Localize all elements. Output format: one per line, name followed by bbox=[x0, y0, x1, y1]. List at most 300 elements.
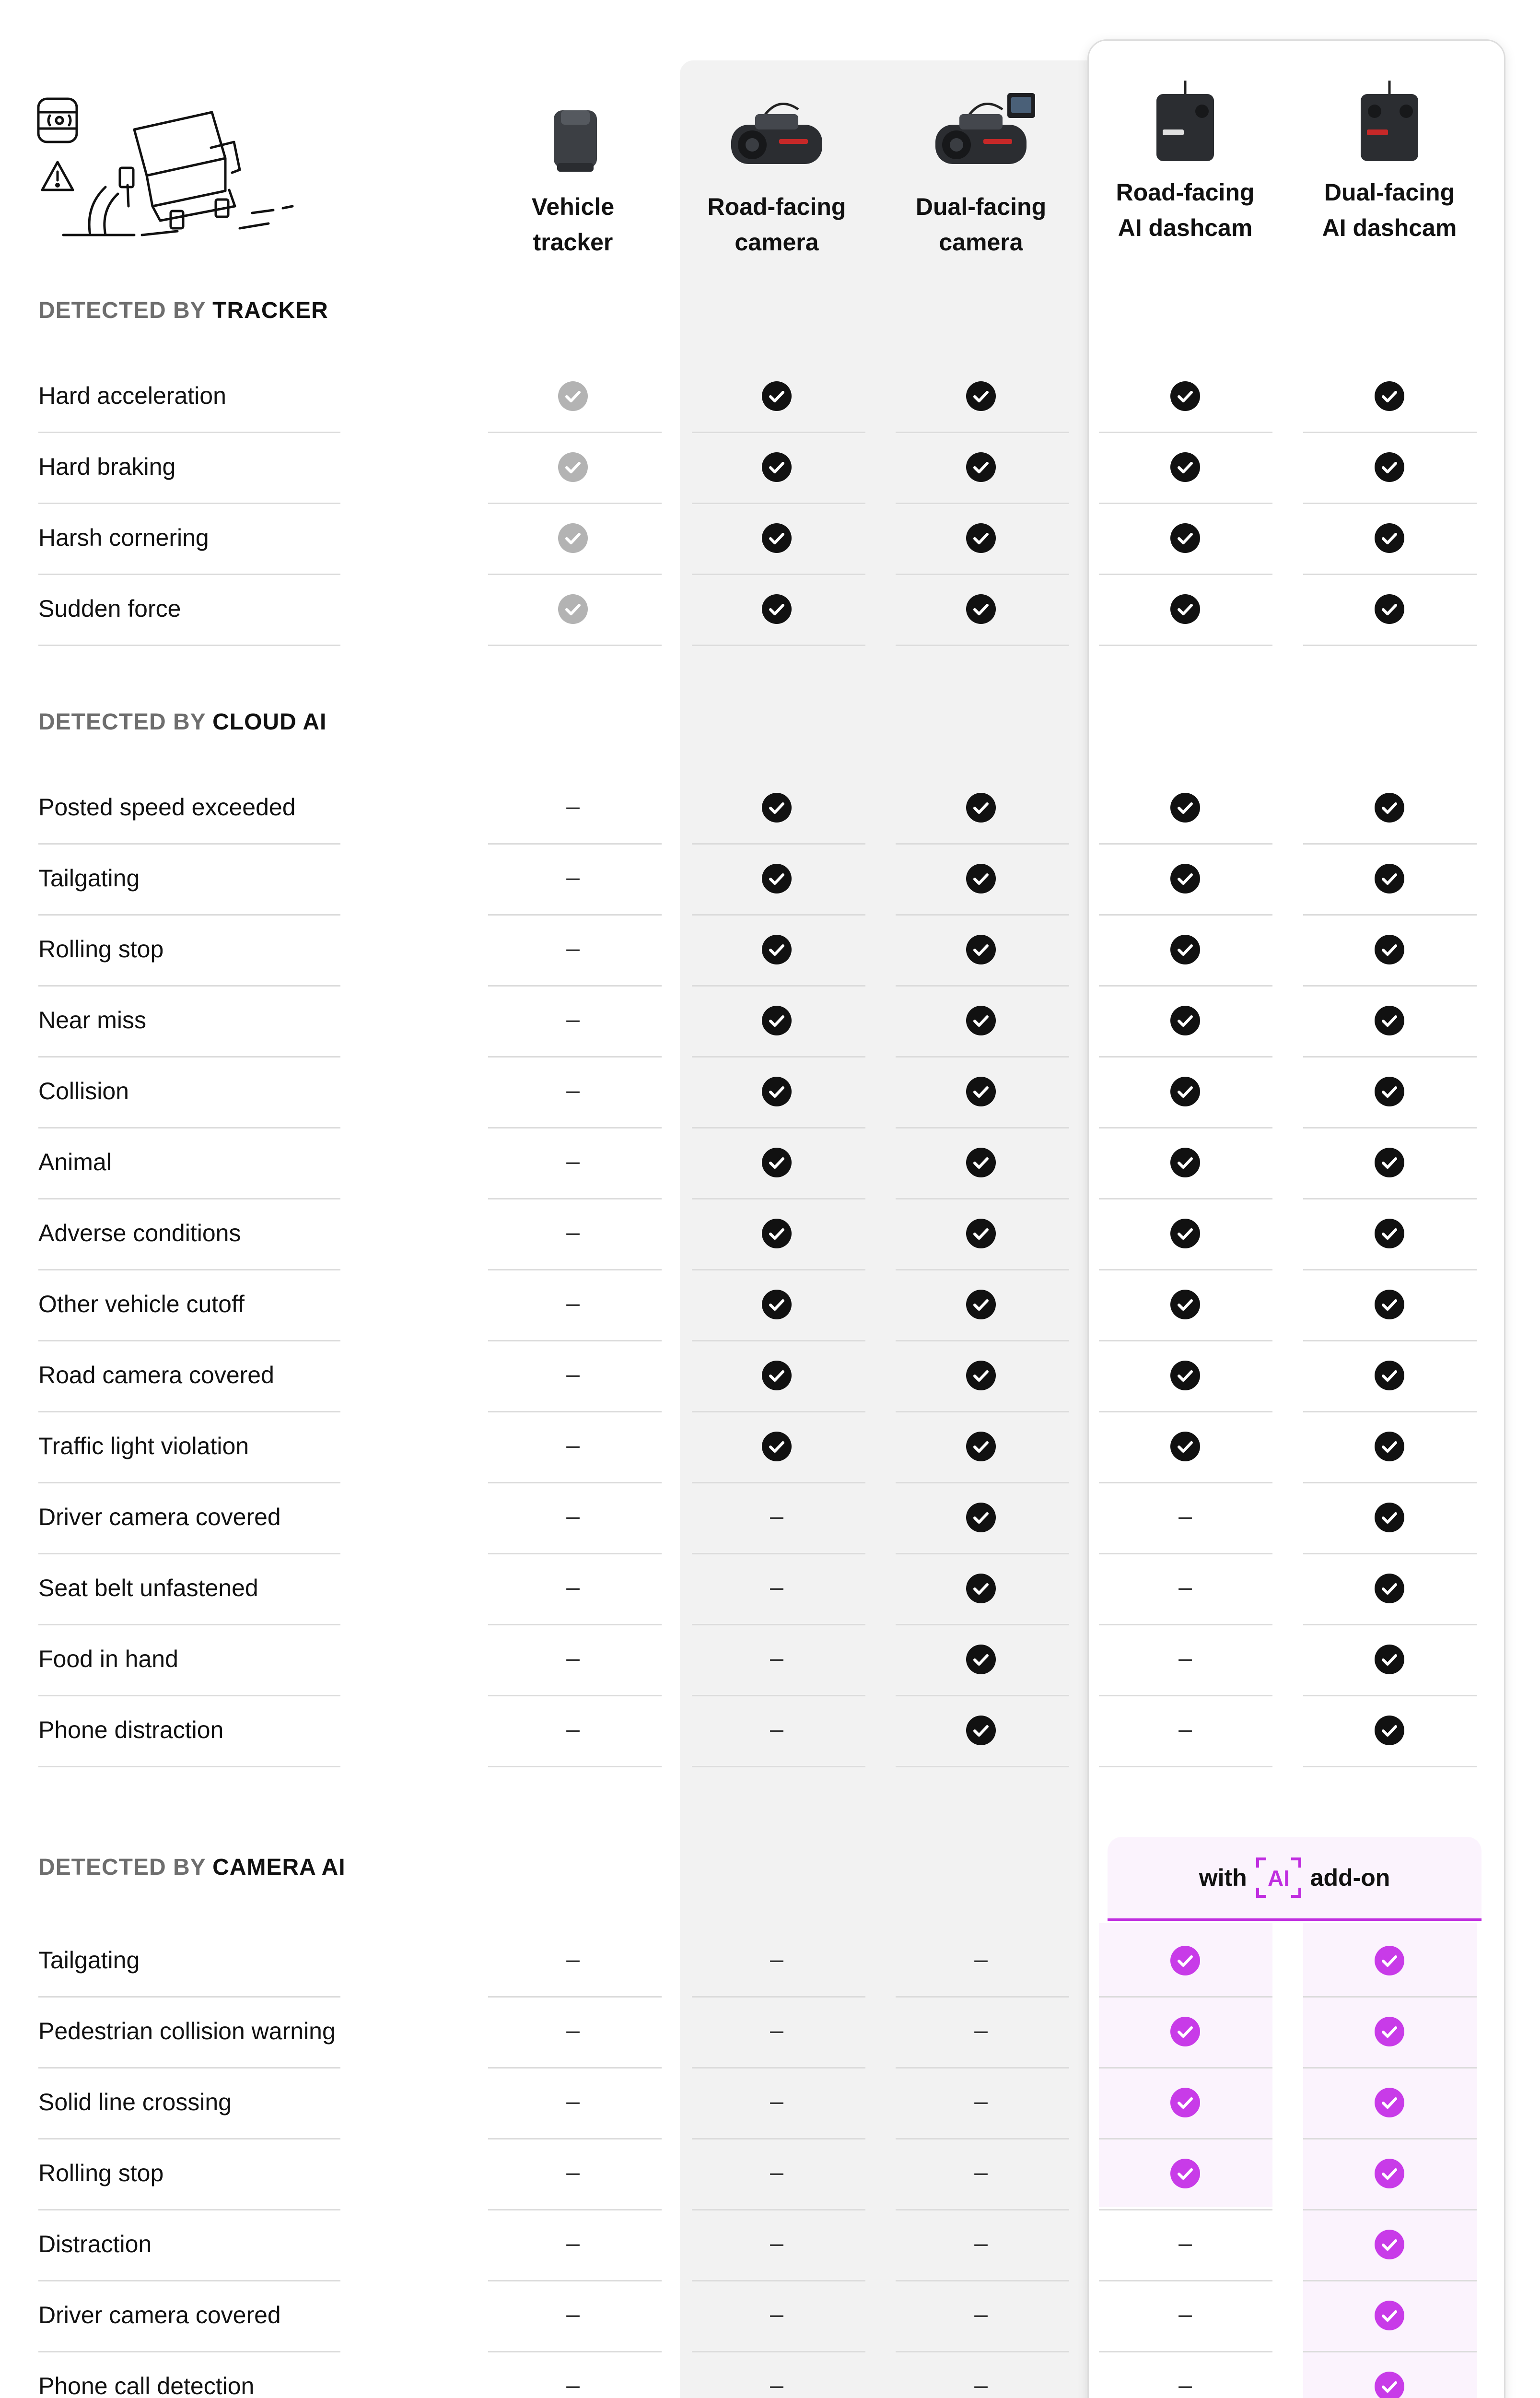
row-label: Hard braking bbox=[38, 453, 176, 480]
row-divider bbox=[1303, 2067, 1477, 2069]
vehicle-tracker-image bbox=[518, 91, 628, 177]
ai-check-icon bbox=[1170, 1945, 1201, 1978]
addon-text-after: add-on bbox=[1310, 1864, 1390, 1891]
row-divider bbox=[692, 574, 865, 575]
not-supported-dash: – bbox=[770, 1503, 783, 1530]
column-title-line1: Dual-facing bbox=[915, 193, 1047, 220]
row-divider bbox=[692, 1553, 865, 1554]
check-icon bbox=[761, 863, 792, 896]
not-supported-dash: – bbox=[1178, 2230, 1192, 2257]
row-divider bbox=[1303, 432, 1477, 433]
row-divider bbox=[488, 645, 662, 646]
not-supported-dash: – bbox=[566, 1006, 580, 1033]
check-icon bbox=[966, 1360, 996, 1393]
not-supported-dash: – bbox=[566, 1716, 580, 1743]
not-supported-dash: – bbox=[566, 793, 580, 820]
ai-check-icon bbox=[1374, 2016, 1405, 2049]
not-supported-dash: – bbox=[1178, 2301, 1192, 2328]
row-divider bbox=[896, 2138, 1069, 2139]
check-icon bbox=[966, 1644, 996, 1677]
row-label: Seat belt unfastened bbox=[38, 1575, 258, 1601]
row-label: Driver camera covered bbox=[38, 2302, 281, 2328]
check-icon bbox=[1374, 1644, 1405, 1677]
camera-columns-panel bbox=[680, 60, 1102, 2398]
row-divider bbox=[38, 1482, 340, 1483]
row-divider bbox=[38, 1340, 340, 1341]
row-divider bbox=[488, 914, 662, 916]
ai-check-icon bbox=[1374, 2229, 1405, 2262]
check-icon bbox=[1170, 1147, 1201, 1180]
check-icon bbox=[1170, 1218, 1201, 1251]
row-divider bbox=[1303, 1766, 1477, 1767]
row-label: Phone distraction bbox=[38, 1716, 224, 1743]
row-divider bbox=[38, 914, 340, 916]
not-supported-dash: – bbox=[770, 1716, 783, 1743]
row-divider bbox=[692, 1695, 865, 1696]
check-icon bbox=[1170, 594, 1201, 627]
column-title-line2: camera bbox=[939, 229, 1023, 256]
not-supported-dash: – bbox=[974, 2017, 988, 2044]
row-divider bbox=[1303, 2280, 1477, 2281]
not-supported-dash: – bbox=[974, 1946, 988, 1973]
check-icon bbox=[1374, 594, 1405, 627]
row-divider bbox=[896, 1553, 1069, 1554]
row-divider bbox=[692, 843, 865, 845]
row-label: Rolling stop bbox=[38, 2160, 164, 2186]
row-divider bbox=[896, 2280, 1069, 2281]
row-divider bbox=[1099, 1553, 1272, 1554]
row-divider bbox=[38, 2067, 340, 2069]
road-facing-camera-image bbox=[722, 91, 832, 177]
row-divider bbox=[896, 914, 1069, 916]
row-divider bbox=[38, 1695, 340, 1696]
dual-facing-ai-dashcam-image bbox=[1334, 77, 1445, 163]
not-supported-dash: – bbox=[770, 1946, 783, 1973]
row-label: Hard acceleration bbox=[38, 382, 226, 409]
row-divider bbox=[896, 574, 1069, 575]
not-supported-dash: – bbox=[974, 2159, 988, 2186]
row-divider bbox=[692, 1624, 865, 1625]
check-icon bbox=[1170, 523, 1201, 556]
check-icon bbox=[966, 1573, 996, 1606]
row-divider bbox=[1099, 2280, 1272, 2281]
row-divider bbox=[38, 432, 340, 433]
not-supported-dash: – bbox=[566, 2088, 580, 2115]
row-divider bbox=[488, 1482, 662, 1483]
row-divider bbox=[488, 574, 662, 575]
section-prefix: DETECTED BY bbox=[38, 1855, 206, 1880]
row-divider bbox=[1099, 985, 1272, 987]
check-icon bbox=[761, 1005, 792, 1038]
ai-check-icon bbox=[1170, 2016, 1201, 2049]
tracker-icon bbox=[38, 99, 77, 142]
row-divider bbox=[896, 503, 1069, 504]
row-label: Other vehicle cutoff bbox=[38, 1291, 245, 1317]
not-supported-dash: – bbox=[1178, 1574, 1192, 1601]
row-divider bbox=[488, 1624, 662, 1625]
column-title-line1: Dual-facing bbox=[1324, 179, 1455, 206]
row-divider bbox=[38, 985, 340, 987]
check-icon bbox=[966, 1431, 996, 1464]
section-title-tracker bbox=[38, 297, 328, 324]
not-supported-dash: – bbox=[566, 2159, 580, 2186]
road-facing-ai-dashcam-image bbox=[1130, 77, 1240, 163]
row-label: Phone call detection bbox=[38, 2373, 255, 2398]
ai-badge-icon bbox=[1256, 1857, 1302, 1898]
row-divider bbox=[488, 1340, 662, 1341]
row-divider bbox=[1099, 1269, 1272, 1270]
row-divider bbox=[692, 645, 865, 646]
row-divider bbox=[1303, 503, 1477, 504]
row-divider bbox=[488, 1766, 662, 1767]
row-divider bbox=[896, 1766, 1069, 1767]
row-divider bbox=[1303, 1996, 1477, 1998]
check-icon bbox=[966, 792, 996, 825]
not-supported-dash: – bbox=[770, 2017, 783, 2044]
row-label: Posted speed exceeded bbox=[38, 794, 296, 821]
check-icon bbox=[1374, 381, 1405, 414]
section-prefix: DETECTED BY bbox=[38, 709, 206, 735]
check-icon bbox=[1170, 792, 1201, 825]
row-divider bbox=[1303, 2351, 1477, 2352]
check-icon bbox=[1170, 1005, 1201, 1038]
row-label: Collision bbox=[38, 1078, 129, 1105]
row-divider bbox=[896, 985, 1069, 987]
check-icon bbox=[761, 452, 792, 485]
row-divider bbox=[488, 2280, 662, 2281]
not-supported-dash: – bbox=[566, 1946, 580, 1973]
row-divider bbox=[488, 503, 662, 504]
row-divider bbox=[896, 1056, 1069, 1058]
row-divider bbox=[692, 503, 865, 504]
row-label: Food in hand bbox=[38, 1646, 178, 1672]
not-supported-dash: – bbox=[566, 1574, 580, 1601]
column-header-road-facing-ai-dashcam bbox=[1075, 77, 1295, 246]
not-supported-dash: – bbox=[566, 1148, 580, 1175]
check-icon bbox=[761, 934, 792, 967]
row-divider bbox=[1099, 1482, 1272, 1483]
row-divider bbox=[38, 503, 340, 504]
not-supported-dash: – bbox=[770, 2230, 783, 2257]
check-icon bbox=[1374, 1360, 1405, 1393]
row-divider bbox=[1099, 503, 1272, 504]
row-label: Tailgating bbox=[38, 1947, 140, 1974]
check-icon bbox=[966, 1289, 996, 1322]
not-supported-dash: – bbox=[566, 2301, 580, 2328]
row-divider bbox=[1303, 914, 1477, 916]
row-divider bbox=[38, 1198, 340, 1199]
row-divider bbox=[896, 1269, 1069, 1270]
row-divider bbox=[38, 1411, 340, 1412]
check-icon bbox=[1170, 452, 1201, 485]
check-icon bbox=[1374, 452, 1405, 485]
row-divider bbox=[1099, 843, 1272, 845]
check-icon bbox=[761, 1147, 792, 1180]
ai-check-icon bbox=[1170, 2158, 1201, 2191]
row-divider bbox=[38, 574, 340, 575]
section-name: TRACKER bbox=[212, 298, 328, 323]
check-icon bbox=[966, 1005, 996, 1038]
check-icon bbox=[761, 1076, 792, 1109]
row-divider bbox=[1099, 1198, 1272, 1199]
check-icon bbox=[1374, 1573, 1405, 1606]
section-name: CAMERA AI bbox=[212, 1855, 346, 1880]
check-icon bbox=[1170, 863, 1201, 896]
row-divider bbox=[692, 1996, 865, 1998]
row-divider bbox=[38, 2351, 340, 2352]
row-divider bbox=[488, 1411, 662, 1412]
tracker-check-icon bbox=[558, 381, 588, 414]
row-divider bbox=[38, 645, 340, 646]
tracker-check-icon bbox=[558, 594, 588, 627]
row-label: Adverse conditions bbox=[38, 1220, 241, 1246]
row-divider bbox=[1303, 1340, 1477, 1341]
check-icon bbox=[761, 1289, 792, 1322]
row-divider bbox=[896, 1482, 1069, 1483]
row-divider bbox=[38, 1624, 340, 1625]
row-label: Animal bbox=[38, 1149, 112, 1175]
row-divider bbox=[692, 1198, 865, 1199]
column-title-line1: Road-facing bbox=[707, 193, 846, 220]
row-divider bbox=[488, 985, 662, 987]
row-divider bbox=[488, 1198, 662, 1199]
row-divider bbox=[1099, 432, 1272, 433]
row-label: Driver camera covered bbox=[38, 1504, 281, 1530]
row-divider bbox=[488, 1127, 662, 1128]
row-divider bbox=[488, 2209, 662, 2210]
row-divider bbox=[488, 2351, 662, 2352]
row-divider bbox=[1303, 2138, 1477, 2139]
check-icon bbox=[761, 594, 792, 627]
row-label: Pedestrian collision warning bbox=[38, 2018, 336, 2045]
check-icon bbox=[1374, 1431, 1405, 1464]
ai-check-icon bbox=[1374, 2371, 1405, 2398]
check-icon bbox=[966, 863, 996, 896]
column-title-line2: AI dashcam bbox=[1118, 214, 1253, 241]
ai-check-icon bbox=[1374, 1945, 1405, 1978]
check-icon bbox=[1374, 934, 1405, 967]
ai-check-icon bbox=[1374, 2300, 1405, 2333]
not-supported-dash: – bbox=[566, 1503, 580, 1530]
check-icon bbox=[761, 1360, 792, 1393]
ai-check-icon bbox=[1374, 2087, 1405, 2120]
check-icon bbox=[966, 1147, 996, 1180]
column-title-line2: AI dashcam bbox=[1322, 214, 1457, 241]
check-icon bbox=[1374, 1005, 1405, 1038]
row-label: Sudden force bbox=[38, 595, 181, 622]
not-supported-dash: – bbox=[566, 1361, 580, 1388]
row-divider bbox=[1099, 1996, 1272, 1998]
addon-text-before: with bbox=[1199, 1864, 1247, 1891]
row-divider bbox=[1099, 1766, 1272, 1767]
row-divider bbox=[1303, 843, 1477, 845]
not-supported-dash: – bbox=[974, 2088, 988, 2115]
row-divider bbox=[1303, 1127, 1477, 1128]
row-divider bbox=[1099, 2209, 1272, 2210]
truck-icon bbox=[63, 112, 292, 235]
row-divider bbox=[1303, 574, 1477, 575]
section-prefix: DETECTED BY bbox=[38, 298, 206, 323]
row-divider bbox=[1099, 1411, 1272, 1412]
not-supported-dash: – bbox=[770, 1574, 783, 1601]
tracker-check-icon bbox=[558, 452, 588, 485]
check-icon bbox=[966, 1076, 996, 1109]
check-icon bbox=[1170, 381, 1201, 414]
row-label: Traffic light violation bbox=[38, 1433, 249, 1459]
not-supported-dash: – bbox=[974, 2372, 988, 2398]
check-icon bbox=[966, 594, 996, 627]
not-supported-dash: – bbox=[770, 2372, 783, 2398]
check-icon bbox=[1374, 1502, 1405, 1535]
row-divider bbox=[692, 1056, 865, 1058]
row-divider bbox=[38, 1127, 340, 1128]
not-supported-dash: – bbox=[974, 2301, 988, 2328]
row-divider bbox=[38, 2138, 340, 2139]
not-supported-dash: – bbox=[566, 1432, 580, 1459]
check-icon bbox=[1170, 1431, 1201, 1464]
row-divider bbox=[1303, 1624, 1477, 1625]
row-divider bbox=[896, 1996, 1069, 1998]
row-divider bbox=[692, 2351, 865, 2352]
row-label: Road camera covered bbox=[38, 1362, 274, 1388]
row-label: Distraction bbox=[38, 2231, 152, 2257]
check-icon bbox=[1374, 792, 1405, 825]
check-icon bbox=[1374, 863, 1405, 896]
ai-check-icon bbox=[1374, 2158, 1405, 2191]
row-label: Solid line crossing bbox=[38, 2089, 232, 2116]
row-divider bbox=[488, 432, 662, 433]
row-divider bbox=[692, 985, 865, 987]
row-divider bbox=[1099, 2067, 1272, 2069]
section-name: CLOUD AI bbox=[212, 709, 327, 735]
not-supported-dash: – bbox=[770, 2159, 783, 2186]
row-divider bbox=[1099, 645, 1272, 646]
row-divider bbox=[38, 1553, 340, 1554]
row-divider bbox=[1303, 1695, 1477, 1696]
not-supported-dash: – bbox=[1178, 1645, 1192, 1672]
row-label: Harsh cornering bbox=[38, 524, 209, 551]
column-title-line2: camera bbox=[735, 229, 819, 256]
row-divider bbox=[488, 2067, 662, 2069]
row-divider bbox=[896, 843, 1069, 845]
row-divider bbox=[896, 1411, 1069, 1412]
row-divider bbox=[38, 1056, 340, 1058]
check-icon bbox=[966, 1715, 996, 1748]
row-divider bbox=[1099, 1695, 1272, 1696]
check-icon bbox=[966, 1502, 996, 1535]
dual-facing-camera-image bbox=[926, 91, 1036, 177]
check-icon bbox=[966, 381, 996, 414]
row-divider bbox=[896, 432, 1069, 433]
row-divider bbox=[488, 1056, 662, 1058]
section-title-camera-ai bbox=[38, 1854, 346, 1881]
ai-check-icon bbox=[1170, 2087, 1201, 2120]
not-supported-dash: – bbox=[770, 2301, 783, 2328]
row-label: Tailgating bbox=[38, 865, 140, 892]
tracker-check-icon bbox=[558, 523, 588, 556]
not-supported-dash: – bbox=[566, 1219, 580, 1246]
truck-illustration bbox=[34, 91, 302, 249]
column-title-line1: Vehicle bbox=[531, 193, 615, 220]
not-supported-dash: – bbox=[1178, 1716, 1192, 1743]
row-divider bbox=[692, 1127, 865, 1128]
row-divider bbox=[488, 1269, 662, 1270]
row-divider bbox=[1303, 1056, 1477, 1058]
row-divider bbox=[1303, 985, 1477, 987]
row-divider bbox=[692, 1482, 865, 1483]
check-icon bbox=[1170, 1289, 1201, 1322]
check-icon bbox=[761, 792, 792, 825]
row-divider bbox=[1099, 1340, 1272, 1341]
row-divider bbox=[38, 2209, 340, 2210]
not-supported-dash: – bbox=[1178, 2372, 1192, 2398]
row-divider bbox=[1303, 1269, 1477, 1270]
row-divider bbox=[38, 1269, 340, 1270]
row-label: Rolling stop bbox=[38, 936, 164, 963]
row-divider bbox=[1099, 914, 1272, 916]
check-icon bbox=[761, 1218, 792, 1251]
ai-addon-header bbox=[1108, 1837, 1482, 1921]
row-divider bbox=[1099, 1624, 1272, 1625]
section-title-cloud-ai bbox=[38, 709, 327, 735]
row-divider bbox=[1099, 1056, 1272, 1058]
check-icon bbox=[966, 934, 996, 967]
row-divider bbox=[1099, 2351, 1272, 2352]
column-header-dual-facing-ai-dashcam bbox=[1279, 77, 1500, 246]
row-divider bbox=[488, 1996, 662, 1998]
row-divider bbox=[692, 1766, 865, 1767]
check-icon bbox=[761, 1431, 792, 1464]
check-icon bbox=[966, 452, 996, 485]
row-divider bbox=[1303, 1553, 1477, 1554]
row-divider bbox=[896, 2209, 1069, 2210]
not-supported-dash: – bbox=[566, 1645, 580, 1672]
not-supported-dash: – bbox=[566, 2372, 580, 2398]
row-divider bbox=[1303, 2209, 1477, 2210]
check-icon bbox=[761, 381, 792, 414]
row-divider bbox=[1303, 1198, 1477, 1199]
row-divider bbox=[692, 1411, 865, 1412]
check-icon bbox=[966, 523, 996, 556]
row-divider bbox=[38, 843, 340, 845]
not-supported-dash: – bbox=[566, 2230, 580, 2257]
not-supported-dash: – bbox=[974, 2230, 988, 2257]
row-divider bbox=[488, 1553, 662, 1554]
row-divider bbox=[896, 1624, 1069, 1625]
check-icon bbox=[1374, 1076, 1405, 1109]
row-divider bbox=[488, 1695, 662, 1696]
row-divider bbox=[1303, 1482, 1477, 1483]
row-divider bbox=[692, 1269, 865, 1270]
row-divider bbox=[896, 645, 1069, 646]
row-divider bbox=[692, 2067, 865, 2069]
row-divider bbox=[896, 2351, 1069, 2352]
check-icon bbox=[1374, 1289, 1405, 1322]
row-divider bbox=[1303, 1411, 1477, 1412]
row-divider bbox=[692, 2280, 865, 2281]
not-supported-dash: – bbox=[566, 1290, 580, 1317]
row-divider bbox=[692, 1340, 865, 1341]
check-icon bbox=[761, 523, 792, 556]
column-title-line1: Road-facing bbox=[1116, 179, 1255, 206]
not-supported-dash: – bbox=[566, 864, 580, 891]
row-label: Near miss bbox=[38, 1007, 147, 1034]
check-icon bbox=[1170, 1076, 1201, 1109]
row-divider bbox=[488, 843, 662, 845]
not-supported-dash: – bbox=[770, 1645, 783, 1672]
row-divider bbox=[488, 2138, 662, 2139]
row-divider bbox=[38, 1766, 340, 1767]
